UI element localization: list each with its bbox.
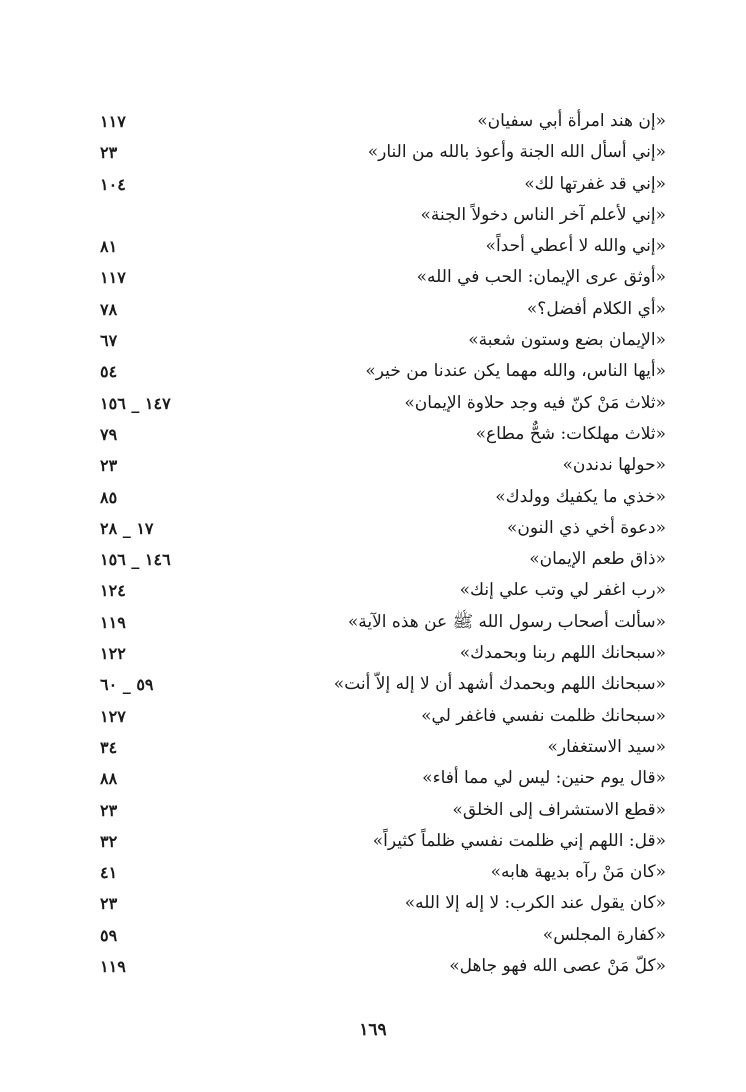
hadith-text: «خذي ما يكفيك وولدك» [495,486,666,507]
page-reference: ٥٩ _ ٦٠ [100,675,154,695]
page-reference: ١١٧ [100,268,126,288]
page-reference: ١٠٤ [100,174,126,194]
page-reference: ٥٤ [100,362,118,382]
hadith-text: «رب اغفر لي وتب علي إنك» [459,580,666,601]
page-reference: ١١٩ [100,612,126,632]
hadith-text: «سيد الاستغفار» [547,736,666,757]
page-reference: ٨٨ [100,769,118,789]
index-entry [100,231,666,262]
index-entry [100,544,666,575]
hadith-text: «إني أسأل الله الجنة وأعوذ بالله من النار» [367,142,666,163]
page-reference: ٢٣ [100,143,118,163]
hadith-text: «دعوة أخي ذي النون» [507,517,666,538]
page-reference: ١١٧ [100,112,126,131]
hadith-text: «سبحانك اللهم وبحمدك أشهد أن لا إله إلاّ أنت» [333,674,666,695]
page-reference: ٥٩ [100,925,118,945]
hadith-text: «ثلاث مَنْ كنّ فيه وجد حلاوة الإيمان» [404,392,666,413]
index-entry [100,356,666,387]
index-entry [100,701,666,732]
hadith-text: «أي الكلام أفضل؟» [526,298,666,319]
page-reference: ١٧ _ ٢٨ [100,518,154,538]
hadith-text: «إني قد غفرتها لك» [524,173,666,194]
hadith-text: «حولها ندندن» [562,455,666,476]
page-reference: ٢٣ [100,456,118,476]
page-reference: ٣٢ [100,831,118,851]
index-entry [100,419,666,450]
index-entry [100,200,666,231]
page-reference: ١٢٢ [100,644,126,664]
hadith-text: «كلّ مَنْ عصى الله فهو جاهل» [449,956,666,977]
index-entry [100,137,666,168]
page-reference: ٣٤ [100,737,118,757]
index-entry [100,169,666,200]
hadith-text: «قطع الاستشراف إلى الخلق» [452,799,666,820]
hadith-text: «ثلاث مهلكات: شحٌّ مطاع» [475,423,666,444]
index-entry [100,294,666,325]
page-reference: ٢٣ [100,800,118,820]
hadith-text: «سبحانك اللهم ربنا وبحمدك» [459,643,666,664]
hadith-text: «سألت أصحاب رسول الله ﷺ عن هذه الآية» [347,611,666,632]
page-reference: ١١٩ [100,957,126,977]
index-entry [100,888,666,919]
index-entry [100,763,666,794]
index-entry [100,325,666,356]
hadith-text: «سبحانك ظلمت نفسي فاغفر لي» [421,705,666,726]
index-entry [100,669,666,700]
page-reference: ١٢٧ [100,706,126,726]
hadith-text: «قال يوم حنين: ليس لي مما أفاء» [422,768,666,789]
hadith-text: «إني والله لا أعطي أحداً» [485,236,666,257]
index-entry [100,388,666,419]
hadith-text: «كان مَنْ رآه بديهة هابه» [490,862,666,883]
hadith-text: «أيها الناس، والله مهما يكن عندنا من خير» [365,361,666,382]
hadith-text: «الإيمان بضع وستون شعبة» [468,330,666,351]
page-reference: ٦٧ [100,331,118,351]
index-entry [100,607,666,638]
page-number: ١٦٩ [359,1020,387,1040]
index-entry [100,513,666,544]
page-reference: ٧٩ [100,424,118,444]
index-entry [100,920,666,951]
index-entry [100,262,666,293]
hadith-text: «ذاق طعم الإيمان» [529,549,666,570]
index-entry [100,638,666,669]
page-reference: ٧٨ [100,299,118,319]
index-entry [100,575,666,606]
index-entry [100,951,666,982]
page-reference: ٤١ [100,863,118,883]
index-entry [100,450,666,481]
page-reference: ١٢٤ [100,581,126,601]
hadith-text: «إن هند امرأة أبي سفيان» [477,111,666,131]
page-reference: ٨١ [100,237,118,257]
hadith-index-list [100,106,666,982]
index-entry [100,106,666,137]
index-entry [100,857,666,888]
page-reference: ٨٥ [100,487,118,507]
index-entry [100,826,666,857]
hadith-text: «كفارة المجلس» [542,924,666,945]
hadith-text: «إني لأعلم آخر الناس دخولاً الجنة» [420,204,666,225]
index-entry [100,795,666,826]
hadith-text: «أوثق عرى الإيمان: الحب في الله» [416,267,666,288]
hadith-text: «قل: اللهم إني ظلمت نفسي ظلماً كثيراً» [372,830,666,851]
index-entry [100,482,666,513]
page-reference: ١٤٦ _ ١٥٦ [100,550,171,570]
hadith-text: «كان يقول عند الكرب: لا إله إلا الله» [404,893,666,914]
page-reference: ١٤٧ _ ١٥٦ [100,393,171,413]
page-reference: ٢٣ [100,894,118,914]
index-entry [100,732,666,763]
